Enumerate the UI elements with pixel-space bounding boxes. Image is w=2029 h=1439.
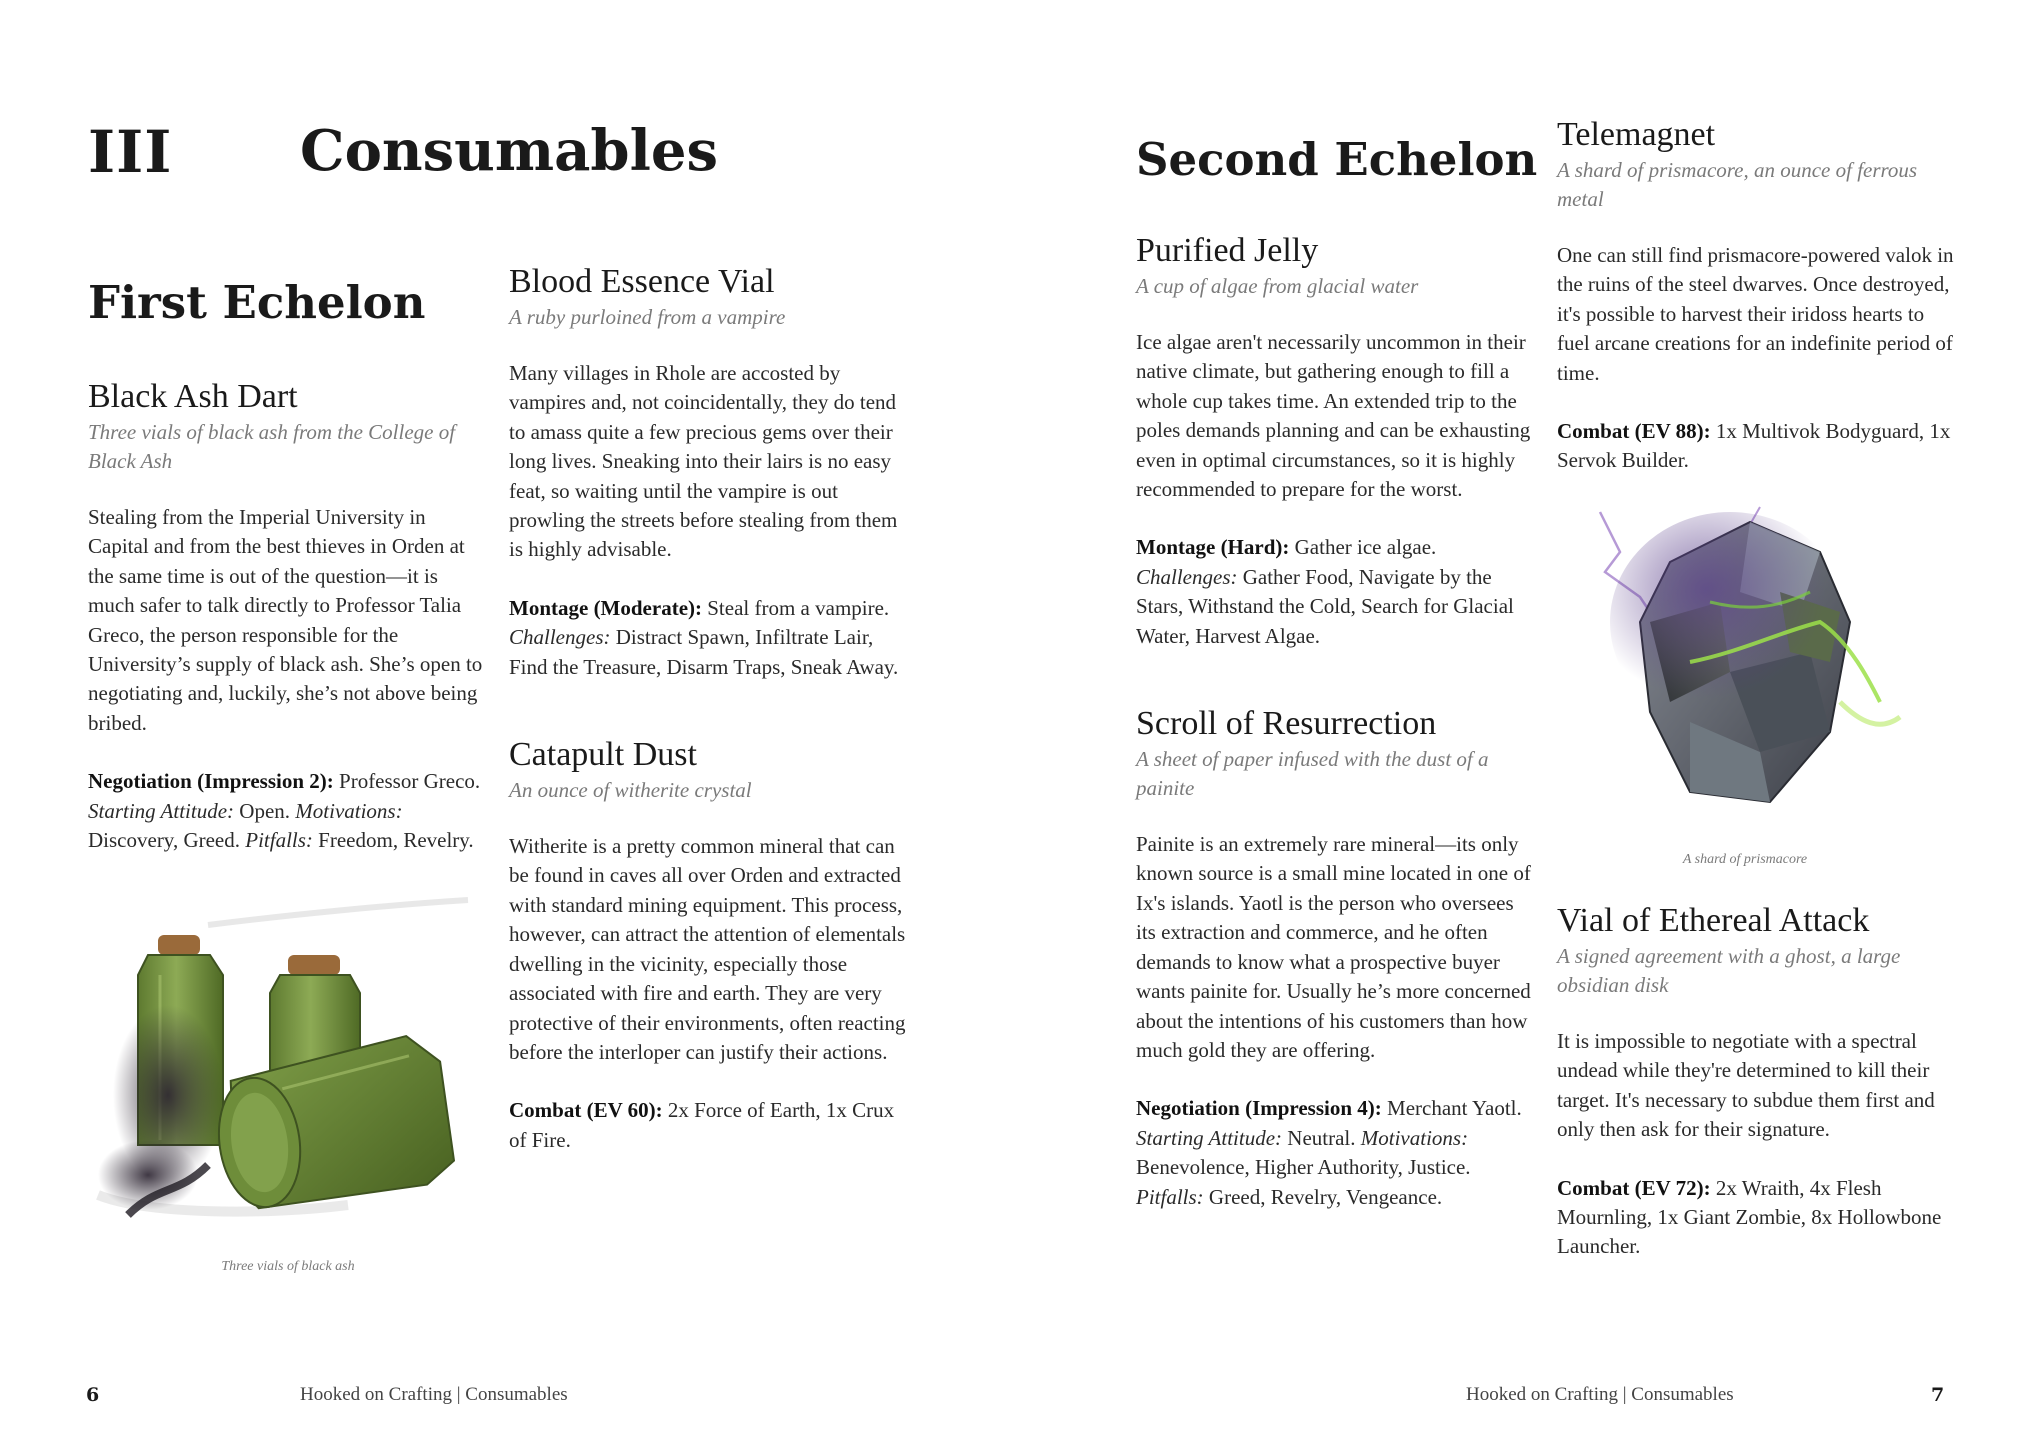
motivations-text: Benevolence, Higher Authority, Justice.: [1136, 1155, 1471, 1180]
item-blood-essence-vial: [509, 263, 909, 682]
stat-label: Montage (Hard):: [1136, 535, 1290, 560]
attitude-text: Open.: [239, 798, 291, 823]
item-vial-of-ethereal-attack: [1557, 902, 1957, 1262]
item-stat-block: [1136, 1094, 1536, 1212]
item-stat-block: [1557, 1174, 1957, 1262]
challenges-text: Gather Food, Navigate by the Stars, Withstand the Cold, Search for Glacial Water, Harvest Algae.: [1136, 564, 1514, 648]
attitude-label: Starting Attitude:: [1136, 1125, 1283, 1150]
stat-text: 2x Force of Earth, 1x Crux of Fire.: [509, 1098, 895, 1152]
item-black-ash-dart: [88, 378, 488, 855]
item-stat-block: [509, 594, 909, 682]
running-title-right: Hooked on Crafting | Consumables: [1466, 1384, 1734, 1405]
pitfalls-text: Freedom, Revelry.: [318, 828, 474, 853]
chapter-number: III: [88, 118, 173, 186]
stat-label: Montage (Moderate):: [509, 595, 702, 620]
right-column-1: [1136, 232, 1536, 1212]
pitfalls-label: Pitfalls:: [1136, 1184, 1204, 1209]
item-ingredients: A ruby purloined from a vampire: [509, 305, 786, 329]
page-number-right: 7: [1931, 1384, 1945, 1406]
stat-label: Combat (EV 88):: [1557, 419, 1711, 444]
item-ingredients: A signed agreement with a ghost, a large obsidian disk: [1557, 944, 1901, 997]
stat-label: Combat (EV 72):: [1557, 1175, 1711, 1200]
item-description: One can still find prismacore-powered valok in the ruins of the steel dwarves. Once destroyed, it's possible to harvest their iridoss hearts to fuel arcane creations for an indefinite period of time.: [1557, 243, 1954, 385]
stat-text: 2x Wraith, 4x Flesh Mournling, 1x Giant Zombie, 8x Hollowbone Launcher.: [1557, 1175, 1942, 1259]
prismacore-shard-illustration: [1580, 502, 1910, 842]
illustration-caption: Three vials of black ash: [221, 1259, 355, 1274]
stat-text: Professor Greco.: [339, 769, 481, 794]
pitfalls-text: Greed, Revelry, Vengeance.: [1208, 1184, 1443, 1209]
challenges-label: Challenges:: [509, 625, 611, 650]
first-echelon-heading: First Echelon: [88, 276, 426, 329]
black-ash-vials-illustration: [88, 895, 488, 1235]
stat-label: Negotiation (Impression 4):: [1136, 1096, 1382, 1121]
right-column-2-lower: [1557, 902, 1957, 1262]
item-purified-jelly: [1136, 232, 1536, 651]
item-title: Purified Jelly: [1136, 232, 1319, 269]
item-description: Many villages in Rhole are accosted by vampires and, not coincidentally, they do tend to amass quite a few precious gems over their long lives. Sneaking into their lairs is no easy feat, so waiting until the vampire is out prowling the streets before stealing from them is highly advisable.: [509, 361, 898, 562]
item-catapult-dust: [509, 736, 909, 1155]
motivations-label: Motivations:: [295, 798, 403, 823]
challenges-label: Challenges:: [1136, 564, 1238, 589]
item-ingredients: A shard of prismacore, an ounce of ferrous metal: [1557, 158, 1918, 211]
item-description: Ice algae aren't necessarily uncommon in their native climate, but gathering enough to fill a whole cup takes time. An extended trip to the poles demands planning and can be exhausting even in optimal circumstances, so it is highly recommended to prepare for the worst.: [1136, 330, 1531, 502]
second-echelon-heading: Second Echelon: [1136, 133, 1538, 186]
item-title: Catapult Dust: [509, 736, 697, 774]
item-title: Vial of Ethereal Attack: [1557, 902, 1870, 939]
motivations-text: Discovery, Greed.: [88, 828, 240, 853]
item-telemagnet: [1557, 116, 1957, 476]
item-description: Painite is an extremely rare mineral—its only known source is a small mine located in one of Ix's islands. Yaotl is the person who oversees its extraction and commerce, and he often demands to know what a prospective buyer wants painite for. Usually he’s more concerned about the intentions of his customers than how much gold they are offering.: [1136, 832, 1531, 1062]
stat-label: Negotiation (Impression 2):: [88, 769, 334, 794]
stat-text: 1x Multivok Bodyguard, 1x Servok Builder.: [1557, 419, 1951, 473]
challenges-text: Distract Spawn, Infiltrate Lair, Find the Treasure, Disarm Traps, Sneak Away.: [509, 625, 899, 679]
pitfalls-label: Pitfalls:: [245, 828, 313, 853]
item-ingredients: Three vials of black ash from the College of Black Ash: [88, 420, 456, 473]
item-stat-block: [1136, 533, 1536, 651]
item-ingredients: A cup of algae from glacial water: [1136, 274, 1419, 298]
item-description: Witherite is a pretty common mineral that can be found in caves all over Orden and extracted with standard mining equipment. This process, however, can attract the attention of elementals dwelling in the vicinity, especially those associated with fire and earth. They are very protective of their environments, often reacting before the interloper can justify their actions.: [509, 834, 906, 1064]
item-stat-block: [1557, 417, 1957, 476]
attitude-label: Starting Attitude:: [88, 798, 235, 823]
item-ingredients: A sheet of paper infused with the dust of a painite: [1136, 747, 1489, 801]
illustration-caption: A shard of prismacore: [1682, 852, 1808, 867]
chapter-title: Consumables: [300, 118, 719, 184]
left-column-1: [88, 378, 488, 855]
item-title: Scroll of Resurrection: [1136, 705, 1437, 743]
item-stat-block: [509, 1096, 909, 1155]
motivations-label: Motivations:: [1360, 1125, 1469, 1150]
item-description: Stealing from the Imperial University in Capital and from the best thieves in Orden at the same time is out of the question—it is much safer to talk directly to Professor Talia Greco, the person responsible for the University’s supply of black ash. She’s open to negotiating and, luckily, she’s not above being bribed.: [88, 505, 483, 735]
page-number-left: 6: [86, 1384, 100, 1406]
item-title: Blood Essence Vial: [509, 263, 775, 300]
item-title: Black Ash Dart: [88, 378, 298, 415]
item-scroll-of-resurrection: [1136, 705, 1536, 1212]
right-column-2: [1557, 116, 1957, 476]
item-description: It is impossible to negotiate with a spectral undead while they're determined to kill their target. It's necessary to subdue them first and only then ask for their signature.: [1557, 1029, 1935, 1142]
item-title: Telemagnet: [1557, 116, 1716, 153]
running-title-left: Hooked on Crafting | Consumables: [300, 1384, 568, 1405]
stat-text: Gather ice algae.: [1294, 535, 1437, 560]
left-column-2: [509, 263, 909, 1155]
stat-text: Steal from a vampire.: [707, 595, 890, 620]
attitude-text: Neutral.: [1287, 1125, 1356, 1150]
item-stat-block: [88, 767, 488, 855]
item-ingredients: An ounce of witherite crystal: [509, 778, 752, 803]
stat-label: Combat (EV 60):: [509, 1098, 663, 1123]
stat-text: Merchant Yaotl.: [1387, 1096, 1522, 1121]
